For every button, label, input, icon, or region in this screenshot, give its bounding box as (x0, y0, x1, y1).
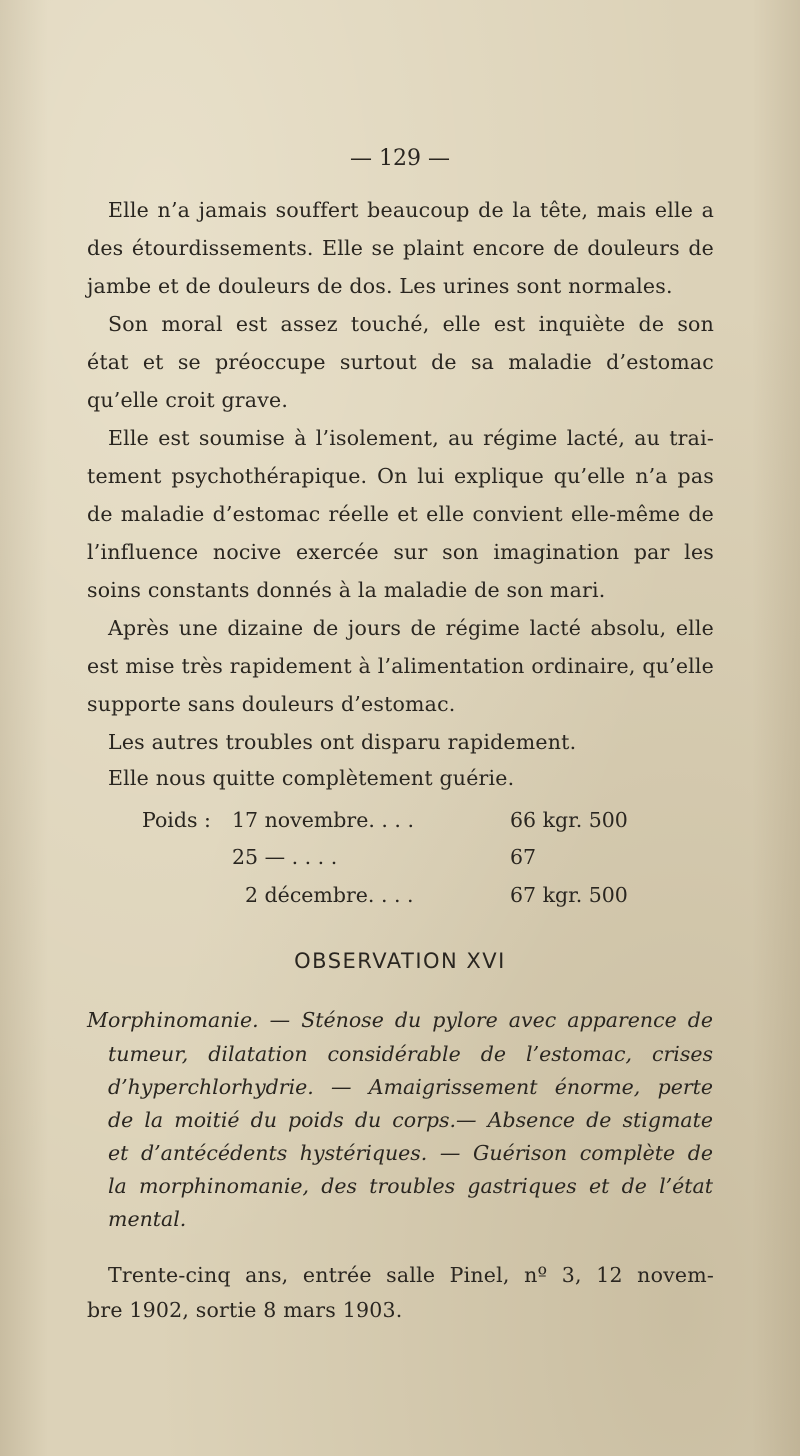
text-line: Elle n’a jamais souffert beaucoup de la tête, mais elle a (108, 198, 714, 222)
text-line: Elle nous quitte complètement guérie. (108, 766, 515, 790)
weight-value: 67 (510, 845, 537, 869)
page-number: — 129 — (350, 146, 450, 171)
text-line: des étourdissements. Elle se plaint encore de douleurs de (87, 236, 714, 260)
text-line: Trente-cinq ans, entrée salle Pinel, nº 3, 12 novem- (108, 1263, 714, 1287)
weight-value: 67 kgr. 500 (510, 883, 628, 907)
observation-title: OBSERVATION XVI (294, 949, 506, 973)
weights-label: Poids : (142, 808, 211, 832)
summary-line: et d’antécédents hystériques. — Guérison complète de (108, 1141, 713, 1165)
text-line: Les autres troubles ont disparu rapidement. (108, 730, 577, 754)
text-line: état et se préoccupe surtout de sa maladie d’estomac (87, 350, 714, 374)
summary-line: d’hyperchlorhydrie. — Amaigrissement énorme, perte (108, 1075, 713, 1099)
text-line: tement psychothérapique. On lui explique qu’elle n’a pas (87, 464, 714, 488)
text-line: l’influence nocive exercée sur son imagination par les (87, 540, 714, 564)
text-line: Elle est soumise à l’isolement, au régime lacté, au trai- (108, 426, 714, 450)
summary-line: mental. (108, 1207, 187, 1231)
summary-line: tumeur, dilatation considérable de l’estomac, crises (108, 1042, 713, 1066)
summary-line: la morphinomanie, des troubles gastriques et de l’état (108, 1174, 713, 1198)
text-line: Son moral est assez touché, elle est inquiète de son (108, 312, 714, 336)
text-line: qu’elle croit grave. (87, 388, 289, 412)
summary-line: de la moitié du poids du corps.— Absence de stigmate (108, 1108, 713, 1132)
summary-line: Morphinomanie. — Sténose du pylore avec apparence de (87, 1008, 713, 1032)
text-line: de maladie d’estomac réelle et elle convient elle-même de (87, 502, 714, 526)
weight-date: 25 — . . . . (232, 845, 338, 869)
text-line: Après une dizaine de jours de régime lacté absolu, elle (108, 616, 714, 640)
weight-date: 2 décembre. . . . (245, 883, 414, 907)
text-line: supporte sans douleurs d’estomac. (87, 692, 456, 716)
text-line: jambe et de douleurs de dos. Les urines sont normales. (87, 274, 673, 298)
text-line: est mise très rapidement à l’alimentation ordinaire, qu’elle (87, 654, 714, 678)
text-line: bre 1902, sortie 8 mars 1903. (87, 1298, 403, 1322)
text-line: soins constants donnés à la maladie de son mari. (87, 578, 606, 602)
weight-value: 66 kgr. 500 (510, 808, 628, 832)
weight-date: 17 novembre. . . . (232, 808, 414, 832)
